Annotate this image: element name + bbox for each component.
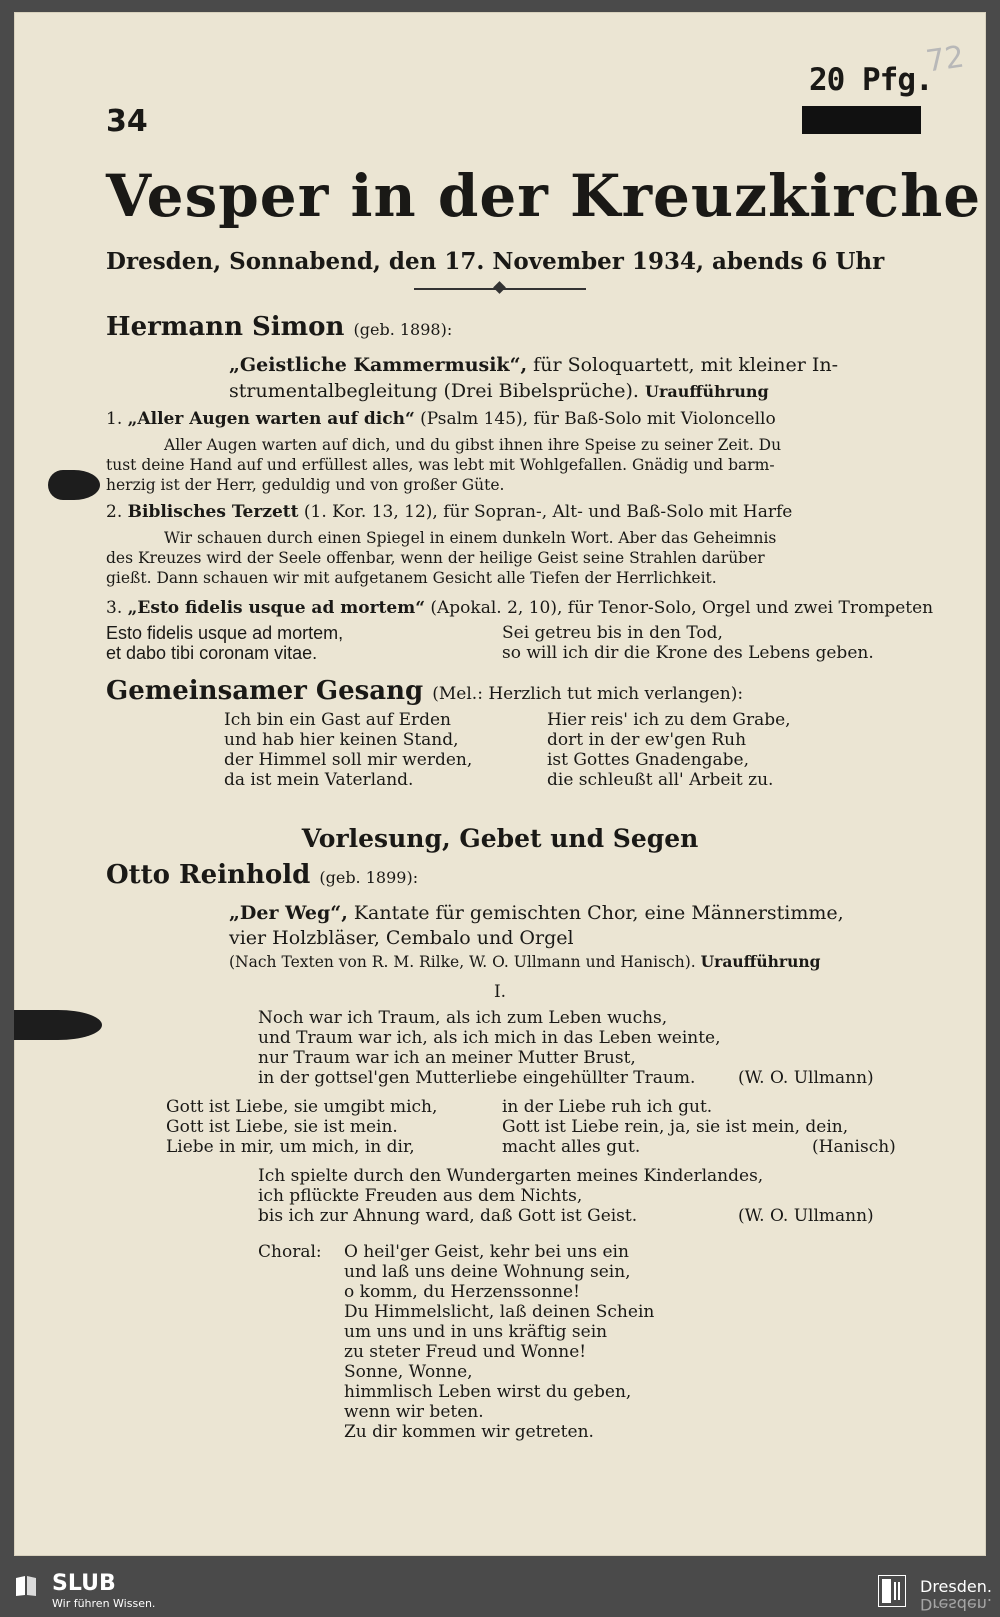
dresden-logo-text[interactable]: Dresden. [920, 1577, 992, 1596]
work-title: „Der Weg“, [229, 902, 348, 924]
verse-line: um uns und in uns kräftig sein [344, 1322, 608, 1342]
verse-line: ich pflückte Freuden aus dem Nichts, [258, 1186, 583, 1206]
simon-work-line2 [229, 379, 769, 404]
verse-line: Ich bin ein Gast auf Erden [224, 710, 451, 730]
verse-line: Liebe in mir, um mich, in dir, [166, 1137, 415, 1157]
verse-line: zu steter Freud und Wonne! [344, 1342, 587, 1362]
text-line: gießt. Dann schauen wir mit aufgetanem Gesicht alle Tiefen der Herrlichkeit. [106, 569, 717, 587]
reinhold-work-line3 [229, 952, 820, 972]
composer-simon-heading [106, 312, 452, 342]
verse-line: Sonne, Wonne, [344, 1362, 473, 1382]
premiere-label: Uraufführung [700, 952, 821, 971]
verse-line: o komm, du Herzenssonne! [344, 1282, 580, 1302]
gesang-right-column [547, 710, 791, 790]
simon-work-line1 [229, 353, 838, 377]
piece-title: „Aller Augen warten auf dich“ [127, 409, 415, 429]
gesang-melody: (Mel.: Herzlich tut mich verlangen): [432, 684, 744, 704]
redaction-bar [802, 106, 921, 134]
verse-line: und Traum war ich, als ich mich in das Leben weinte, [258, 1028, 721, 1048]
text-line: herzig ist der Herr, geduldig und von großer Güte. [106, 476, 505, 494]
page-title: Vesper in der Kreuzkirche [106, 162, 982, 230]
punch-hole-top [48, 470, 100, 500]
work-description-2: strumentalbegleitung (Drei Bibelsprüche). [229, 380, 639, 402]
dresden-logo-reflection: Dresden. [920, 1595, 992, 1614]
verse-line: Ich spielte durch den Wundergarten meines Kinderlandes, [258, 1166, 764, 1186]
verse-line: Hier reis' ich zu dem Grabe, [547, 710, 791, 730]
piece-number: 1. [106, 409, 123, 429]
composer-born: (geb. 1898): [353, 320, 453, 339]
verse-line: Noch war ich Traum, als ich zum Leben wuchs, [258, 1008, 668, 1028]
choral-label: Choral: [258, 1242, 322, 1262]
premiere-label: Uraufführung [645, 382, 769, 401]
reinhold-work-line1 [229, 901, 844, 925]
work-description: für Soloquartett, mit kleiner In- [527, 354, 839, 376]
piece-3-latin [106, 623, 343, 663]
german-line: Sei getreu bis in den Tod, [502, 623, 723, 643]
verse-line: O heil'ger Geist, kehr bei uns ein [344, 1242, 629, 1262]
section-numeral: I. [493, 982, 507, 1002]
verse-line: in der gottsel'gen Mutterliebe eingehüllter Traum. [258, 1068, 696, 1088]
verse-line: dort in der ew'gen Ruh [547, 730, 747, 750]
composer-born: (geb. 1899): [319, 868, 419, 887]
verse-line: wenn wir beten. [344, 1402, 484, 1422]
verse-line: da ist mein Vaterland. [224, 770, 414, 790]
stanza-2-right [502, 1097, 848, 1157]
gesang-title: Gemeinsamer Gesang [106, 676, 424, 706]
verse-line: Du Himmelslicht, laß deinen Schein [344, 1302, 655, 1322]
stanza-3-author: (W. O. Ullmann) [738, 1206, 874, 1226]
page-subtitle: Dresden, Sonnabend, den 17. November 1934, abends 6 Uhr [106, 248, 885, 275]
stanza-1-author: (W. O. Ullmann) [738, 1068, 874, 1088]
price-label: 20 Pfg. [809, 62, 933, 98]
gesang-left-column [224, 710, 472, 790]
piece-number: 3. [106, 598, 123, 618]
piece-3-german [502, 623, 874, 663]
piece-1-text [106, 435, 781, 495]
verse-line: himmlisch Leben wirst du geben, [344, 1382, 632, 1402]
verse-line: in der Liebe ruh ich gut. [502, 1097, 713, 1117]
work-title: „Geistliche Kammermusik“, [229, 354, 528, 376]
vorlesung-heading: Vorlesung, Gebet und Segen [301, 824, 699, 853]
verse-line: und laß uns deine Wohnung sein, [344, 1262, 631, 1282]
slub-book-icon [14, 1575, 38, 1597]
verse-line: Gott ist Liebe rein, ja, sie ist mein, dein, [502, 1117, 849, 1137]
piece-2-heading [106, 502, 792, 522]
verse-line: der Himmel soll mir werden, [224, 750, 473, 770]
verse-line: Gott ist Liebe, sie ist mein. [166, 1117, 398, 1137]
dresden-crest-icon [878, 1575, 906, 1607]
choral-text [344, 1242, 654, 1442]
punch-hole-bottom [14, 1010, 102, 1040]
text-line: Aller Augen warten auf dich, und du gibst ihnen ihre Speise zu seiner Zeit. Du [164, 436, 782, 454]
work-sources: (Nach Texten von R. M. Rilke, W. O. Ullmann und Hanisch). [229, 953, 696, 971]
verse-line: macht alles gut. [502, 1137, 641, 1157]
piece-2-text [106, 528, 776, 588]
piece-scoring: (Apokal. 2, 10), für Tenor-Solo, Orgel und zwei Trompeten [424, 598, 934, 618]
composer-name: Otto Reinhold [106, 860, 311, 890]
piece-scoring: (1. Kor. 13, 12), für Sopran-, Alt- und Baß-Solo mit Harfe [298, 502, 793, 522]
german-line: so will ich dir die Krone des Lebens geben. [502, 643, 874, 663]
text-line: tust deine Hand auf und erfüllest alles, was lebt mit Wohlgefallen. Gnädig und barm- [106, 456, 775, 474]
piece-1-heading [106, 409, 776, 429]
composer-reinhold-heading [106, 860, 418, 890]
stanza-2-author: (Hanisch) [812, 1137, 896, 1157]
verse-line: bis ich zur Ahnung ward, daß Gott ist Geist. [258, 1206, 638, 1226]
piece-number: 2. [106, 502, 123, 522]
piece-title: Biblisches Terzett [127, 502, 299, 522]
program-number: 34 [106, 104, 148, 139]
divider-ornament [493, 281, 506, 294]
stanza-2-left [166, 1097, 437, 1157]
latin-line: et dabo tibi coronam vitae. [106, 643, 318, 663]
pencil-annotation: 72 [923, 39, 967, 80]
piece-scoring: (Psalm 145), für Baß-Solo mit Violoncello [414, 409, 776, 429]
latin-line: Esto fidelis usque ad mortem, [106, 623, 344, 643]
verse-line: nur Traum war ich an meiner Mutter Brust, [258, 1048, 636, 1068]
gesang-heading [106, 676, 743, 706]
verse-line: die schleußt all' Arbeit zu. [547, 770, 774, 790]
viewer-footer [0, 1567, 1000, 1617]
verse-line: Zu dir kommen wir getreten. [344, 1422, 594, 1442]
composer-name: Hermann Simon [106, 312, 345, 342]
work-description: Kantate für gemischten Chor, eine Männerstimme, [347, 902, 844, 924]
document-page [14, 12, 986, 1556]
verse-line: und hab hier keinen Stand, [224, 730, 459, 750]
verse-line: Gott ist Liebe, sie umgibt mich, [166, 1097, 438, 1117]
verse-line: ist Gottes Gnadengabe, [547, 750, 749, 770]
reinhold-work-line2: vier Holzbläser, Cembalo und Orgel [229, 927, 574, 949]
stanza-1 [258, 1008, 721, 1088]
piece-3-heading [106, 598, 933, 618]
piece-title: „Esto fidelis usque ad mortem“ [127, 598, 425, 618]
stanza-3 [258, 1166, 763, 1226]
slub-logo-text[interactable]: SLUB [52, 1571, 116, 1596]
text-line: Wir schauen durch einen Spiegel in einem dunkeln Wort. Aber das Geheimnis [164, 529, 777, 547]
slub-tagline: Wir führen Wissen. [52, 1597, 156, 1610]
text-line: des Kreuzes wird der Seele offenbar, wenn der heilige Geist seine Strahlen darüber [106, 549, 765, 567]
